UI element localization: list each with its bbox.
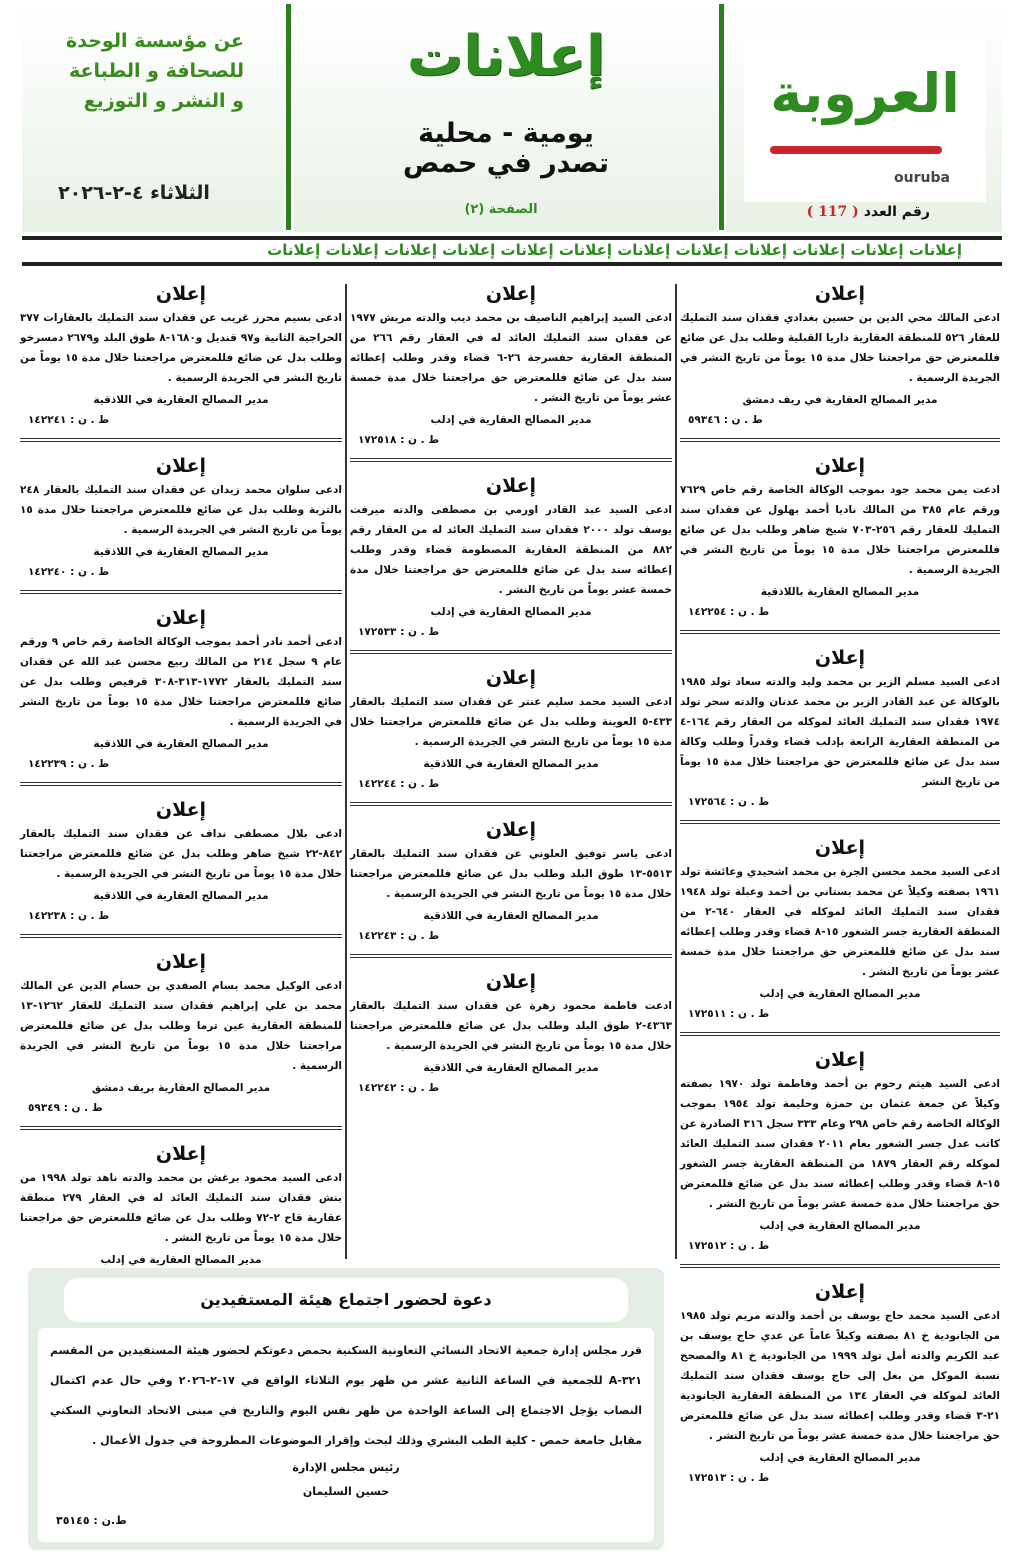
ad-separator	[20, 782, 342, 786]
ad-body: ادعى الوكيل محمد بسام الصفدي بن حسام الدين عن المالك محمد بن علي إبراهيم فقدان سند التمليك للعقار ١٢٦٢-١٣ للمنطقة العقارية عين ترما وطلب بدل عن ضائع فللمعترض مراجعتنا خلال مدة ١٥ يوماً من تاريخ النشر في الجريدة الرسمية .	[20, 980, 342, 1072]
ad-separator	[680, 1032, 1000, 1036]
ad-signature: مدير المصالح العقارية في اللاذقية	[423, 1062, 599, 1074]
ad-separator	[20, 1126, 342, 1130]
ad-reference: ط . ن : ١٤٢٢٤١	[28, 414, 110, 426]
classified-ad	[680, 1282, 1000, 1488]
ad-separator	[350, 802, 672, 806]
ad-body: ادعى ياسر توفيق العلوني عن فقدان سند التمليك بالعقار ٥٥١٣-١٣ طوق البلد وطلب بدل عن ضائع فللمعترض مراجعتنا خلال مدة ١٥ يوماً من تاريخ النشر في الجريدة الرسمية .	[350, 848, 672, 900]
ad-body: ادعى السيد محمد حاج يوسف بن أحمد والدته مريم تولد ١٩٨٥ من الجانودية خ ٨١ بصفته وكيلاً عاماً عن عدي حاج يوسف بن عبد الكريم والدته أمل تولد ١٩٩٩ من الجانودية خ ٨١ والمصحح نسبة الموكل من بغل إلى حاج يوسف فقدان سند التمليك العائد لموكله في العقار ١٣٤ من المنطقة العقارية الجانودية ٢١-٣ قضاء وقدر وطلب إعطائه سند بدل عن ضائع فللمعترض حق مراجعتنا خلال مدة خمسة عشر يوماً من تاريخ النشر .	[680, 1310, 1000, 1442]
ad-separator	[20, 590, 342, 594]
classified-ad	[20, 800, 342, 926]
ad-body: ادعى السيد محمود برغش بن محمد والدته ناهد تولد ١٩٩٨ من بنش فقدان سند التمليك العائد له في العقار ٢٧٩ منطقة عقارية قاح ٢-٧٢ وطلب بدل عن ضائع فللمعترض حق مراجعتنا خلال مدة ١٥ يوماً من تاريخ النشر .	[20, 1172, 342, 1244]
classified-ad	[350, 284, 672, 450]
classified-ad	[20, 608, 342, 774]
classified-ad	[20, 284, 342, 430]
ad-body: ادعى السيد إبراهيم الناصيف بن محمد ديب والدته مريش ١٩٧٧ عن فقدان سند التمليك العائد له في العقار رقم ٢٦٦ من المنطقة العقارية حفسرجة ٢٦-٦ قضاء وقدر وطلب إعطائه سند بدل عن ضائع فللمعترض حق مراجعتنا خلال مدة خمسة عشر يوماً من تاريخ النشر .	[350, 312, 672, 404]
classified-ad	[680, 284, 1000, 430]
ad-signature: مدير المصالح العقارية في اللاذقية	[423, 758, 599, 770]
ad-separator	[350, 458, 672, 462]
ad-heading: إعلان	[485, 475, 537, 497]
ad-heading: إعلان	[814, 1049, 866, 1071]
ad-signature: مدير المصالح العقارية في إدلب	[430, 606, 592, 618]
ad-heading: إعلان	[155, 1143, 207, 1165]
ads-column-right	[680, 282, 1000, 1494]
ad-reference: ط . ن : ٥٩٣٤٦	[688, 414, 763, 426]
masthead	[0, 0, 1020, 232]
ad-signature: مدير المصالح العقارية في اللاذقية	[423, 910, 599, 922]
ad-heading: إعلان	[814, 455, 866, 477]
invitation-signer-name: حسين السليمان	[302, 1485, 390, 1498]
ad-heading: إعلان	[155, 951, 207, 973]
column-divider	[345, 284, 347, 1259]
ad-body: ادعى السيد مسلم الزير بن محمد وليد والدته سعاد تولد ١٩٨٥ بالوكالة عن عبد القادر الزير بن محمد عدنان والدته سحر تولد ١٩٧٤ فقدان سند التمليك العائد لموكله من العقار رقم ١٦٤-٤ من المنطقة العقارية الرابعة بإدلب قضاء وقدراً وطلب وكالة سند بدل عن ضائع فللمعترض حق مراجعتنا خلال مدة ١٥ يوماً من تاريخ النشر	[680, 676, 1001, 788]
issue-label: رقم العدد	[863, 204, 930, 220]
issue-value: ( 117 )	[806, 204, 859, 220]
classified-ad	[680, 456, 1000, 622]
ad-reference: ط . ن : ١٤٢٢٤٤	[358, 778, 440, 790]
ad-heading: إعلان	[485, 667, 537, 689]
publisher-info	[38, 26, 244, 116]
ad-separator	[20, 438, 342, 442]
ad-body: ادعى السيد هيثم رحوم بن أحمد وفاطمة تولد ١٩٧٠ بصفته وكيلاً عن جمعة عثمان بن حمزة وحليمة تولد ١٩٥٤ بموجب الوكالة الخاصة رقم خاص ٢٩٨ وعام ٣٣٣ سجل ٣١٦ الصادرة عن كاتب عدل جسر الشغور بعام ٢٠١١ فقدان سند التمليك العائد لموكله رقم العقار ١٨٧٩ من المنطقة العقارية جسر الشغور ١٥-٨ قضاء وقدر وطلب إعطائه سند بدل عن ضائع فللمعترض حق مراجعتنا خلال مدة خمسة عشر يوماً من تاريخ النشر .	[680, 1078, 1000, 1210]
classified-ad	[680, 648, 1000, 812]
ad-signature: مدير المصالح العقارية في اللاذقية	[93, 546, 269, 558]
ad-signature: مدير المصالح العقارية في اللاذقية	[93, 394, 269, 406]
masthead-divider-left	[286, 4, 291, 230]
classified-ad	[350, 820, 672, 946]
ad-reference: ط . ن : ١٤٢٢٣٩	[28, 758, 110, 770]
ad-body: ادعى السيد محمد سليم عنتر عن فقدان سند التمليك بالعقار ٤٣٣-٥ العوينة وطلب بدل عن ضائع فللمعترض مراجعتنا خلال مدة ١٥ يوماً من تاريخ النشر في الجريدة الرسمية .	[350, 696, 672, 748]
meeting-invitation-box	[28, 1268, 664, 1550]
ad-signature: مدير المصالح العقارية بريف دمشق	[91, 1082, 271, 1094]
ad-reference: ط . ن : ٥٩٣٤٩	[28, 1102, 103, 1114]
ad-reference: ط . ن : ١٤٢٢٥٤	[688, 606, 770, 618]
ad-reference: ط . ن : ١٧٢٥١١	[688, 1008, 770, 1020]
ad-signature: مدير المصالح العقارية في إدلب	[759, 988, 921, 1000]
ad-reference: ط . ن : ١٧٢٥١٢	[688, 1240, 770, 1252]
ad-signature: مدير المصالح العقارية في إدلب	[430, 414, 592, 426]
ad-body: ادعى بلال مصطفى نداف عن فقدان سند التمليك بالعقار ٨٤٢-٢٢ شيخ ضاهر وطلب بدل عن ضائع فللمعترض مراجعتنا خلال مدة ١٥ يوماً من تاريخ النشر في الجريدة الرسمية .	[20, 828, 342, 880]
ad-separator	[680, 820, 1000, 824]
publisher-line-2: للصحافة و الطباعة	[69, 60, 244, 82]
section-banner	[22, 236, 1002, 266]
invitation-body	[38, 1328, 654, 1542]
ad-signature: مدير المصالح العقارية في ريف دمشق	[742, 394, 938, 406]
ad-heading: إعلان	[155, 607, 207, 629]
ad-reference: ط . ن : ١٤٢٢٤٢	[358, 1082, 440, 1094]
newspaper-logo	[744, 40, 986, 202]
classified-ad	[350, 668, 672, 794]
invitation-signer-title: رئيس مجلس الإدارة	[292, 1461, 400, 1474]
ad-reference: ط . ن : ١٤٢٢٤٠	[28, 566, 110, 578]
ad-signature: مدير المصالح العقارية في اللاذقية	[93, 890, 269, 902]
issue-number	[800, 204, 930, 220]
ad-heading: إعلان	[814, 837, 866, 859]
ads-column-middle	[350, 282, 672, 1104]
classified-ad	[680, 1050, 1000, 1256]
ad-reference: ط . ن : ١٧٢٥١٨	[358, 434, 440, 446]
ad-signature: مدير المصالح العقارية في إدلب	[759, 1220, 921, 1232]
section-title: إعلانات	[406, 24, 606, 89]
classified-ad	[350, 972, 672, 1098]
ad-body: ادعى أحمد نادر أحمد بموجب الوكالة الخاصة رقم خاص ٩ ورقم عام ٩ سجل ٢١٤ من المالك ربيع محسن عبد الله عن فقدان سند التمليك بالعقار ١٧٧٢-٣١٣-٣٠٨ قرفيص وطلب بدل عن ضائع فللمعترض مراجعتنا خلال مدة ١٥ يوماً من تاريخ النشر في الجريدة الرسمية .	[20, 636, 342, 728]
subtitle-frequency: يومية - محلية	[418, 118, 594, 149]
ad-heading: إعلان	[814, 1281, 866, 1303]
ad-heading: إعلان	[155, 455, 207, 477]
ad-heading: إعلان	[155, 799, 207, 821]
invitation-text: قرر مجلس إدارة جمعية الاتحاد النسائي التعاونية السكنية بحمص دعوتكم لحضور هيئة المستفيدين من المقسم ٣٢١-A للجمعية في الساعة الثانية عشر من ظهر يوم الثلاثاء الواقع في ١٧-٢-٢٠٢٦ وفي حال عدم اكتمال النصاب يؤجل الاجتماع إلى الساعة الواحدة من ظهر نفس اليوم والتاريخ في مبنى الاتحاد التعاوني السكني مقابل جامعة حمص - كلية الطب البشري وذلك لبحث وإقرار الموضوعات المطروحة في جدول الأعمال .	[50, 1344, 642, 1447]
ad-signature: مدير المصالح العقارية في إدلب	[100, 1254, 262, 1266]
classified-ad	[680, 838, 1000, 1024]
ad-body: ادعى المالك محي الدين بن حسين بغدادي فقدان سند التمليك للعقار ٥٢٦ للمنطقة العقارية داريا القبلية وطلب بدل عن ضائع فللمعترض حق مراجعتنا خلال مدة ١٥ يوماً من تاريخ النشر في الجريدة الرسمية .	[680, 312, 1000, 384]
ad-heading: إعلان	[155, 283, 207, 305]
ad-body: ادعت يمن محمد جود بموجب الوكالة الخاصة رقم خاص ٧٦٢٩ ورقم عام ٣٨٥ من المالك ناديا أحمد بهلول عن فقدان سند التمليك للعقار رقم ٢٥٦-٧٠٣ شيخ ضاهر وطلب بدل عن ضائع فللمعترض مراجعتنا خلال مدة ١٥ يوماً من تاريخ النشر في الجريدة الرسمية .	[680, 484, 1000, 576]
ad-reference: ط . ن : ١٧٢٥٦٤	[688, 796, 770, 808]
ad-body: ادعى سلوان محمد زيدان عن فقدان سند التمليك بالعقار ٢٤٨ بالتربة وطلب بدل عن ضائع فللمعترض مراجعتنا خلال مدة ١٥ يوماً من تاريخ النشر في الجريدة الرسمية .	[20, 484, 342, 536]
ad-body: ادعى بسيم محرز غريب عن فقدان سند التمليك بالعقارات ٣٧٧ الحراجية الثانية و٩٧ قنديل و١٦٨٠-٨ طوق البلد و٢٦٧٩ دمسرخو وطلب بدل عن ضائع فللمعترض مراجعتنا خلال مدة ١٥ يوماً من تاريخ النشر في الجريدة الرسمية .	[20, 312, 342, 384]
publisher-line-1: عن مؤسسة الوحدة	[66, 30, 244, 52]
ad-separator	[680, 630, 1000, 634]
ad-separator	[350, 650, 672, 654]
invitation-reference: ط.ن : ٣٥١٤٥	[56, 1514, 127, 1527]
ad-signature: مدير المصالح العقارية باللاذقية	[760, 586, 920, 598]
ads-column-left	[20, 282, 342, 1296]
ad-separator	[20, 934, 342, 938]
classified-ad	[20, 952, 342, 1118]
ad-heading: إعلان	[485, 819, 537, 841]
ad-heading: إعلان	[814, 283, 866, 305]
ad-signature: مدير المصالح العقارية في اللاذقية	[93, 738, 269, 750]
ad-body: ادعى السيد عبد القادر اورمي بن مصطفى والدته ميرفت يوسف تولد ٢٠٠٠ فقدان سند التمليك العائد له من العقار رقم ٨٨٢ من المنطقة العقارية المصطومة قضاء وقدر وطلب إعطائه سند بدل عن ضائع فللمعترض حق مراجعتنا خلال مدة خمسة عشر يوماً من تاريخ النشر .	[350, 504, 673, 596]
ad-separator	[680, 438, 1000, 442]
ad-body: ادعت فاطمة محمود زهرة عن فقدان سند التمليك بالعقار ٤٣٦٣-٢ طوق البلد وطلب بدل عن ضائع فللمعترض مراجعتنا خلال مدة ١٥ يوماً من تاريخ النشر في الجريدة الرسمية .	[350, 1000, 672, 1052]
ad-separator	[350, 954, 672, 958]
ad-reference: ط . ن : ١٧٢٥٣٣	[358, 626, 440, 638]
issue-date: الثلاثاء ٤-٢-٢٠٢٦	[58, 182, 210, 204]
masthead-divider-right	[719, 4, 724, 230]
subtitle-location: تصدر في حمص	[402, 148, 610, 179]
invitation-title: دعوة لحضور اجتماع هيئة المستفيدين	[64, 1278, 628, 1322]
logo-red-stripe	[770, 146, 942, 154]
logo-arabic-text: العروبة	[770, 62, 960, 125]
publisher-line-3: و النشر و التوزيع	[83, 90, 244, 112]
ad-reference: ط . ن : ١٧٢٥١٣	[688, 1472, 770, 1484]
ad-signature: مدير المصالح العقارية في إدلب	[759, 1452, 921, 1464]
section-banner-text: إعلانات إعلانات إعلانات إعلانات إعلانات إعلانات إعلانات إعلانات إعلانات إعلانات إعلانات إعلانات	[267, 241, 962, 259]
column-divider	[675, 284, 677, 1259]
ad-body: ادعى السيد محمد محسن الجرة بن محمد اشحيدي وعائشة تولد ١٩٦١ بصفته وكيلاً عن محمد بستاني بن أحمد وعبلة تولد ١٩٤٨ فقدان سند التمليك العائد لموكله في العقار ٦٤٠-٢ من المنطقة العقارية جسر الشغور ١٥-٨ قضاء وقدر وطلب إعطائه سند بدل عن ضائع فللمعترض حق مراجعتنا خلال مدة خمسة عشر يوماً من تاريخ النشر .	[680, 866, 1001, 978]
ad-reference: ط . ن : ١٤٢٢٣٨	[28, 910, 110, 922]
ad-heading: إعلان	[485, 283, 537, 305]
classified-ad	[20, 456, 342, 582]
ad-reference: ط . ن : ١٤٢٢٤٣	[358, 930, 440, 942]
ad-separator	[680, 1264, 1000, 1268]
page-number: الصفحة (٢)	[464, 202, 538, 217]
ad-heading: إعلان	[485, 971, 537, 993]
ad-heading: إعلان	[814, 647, 866, 669]
classified-ad	[350, 476, 672, 642]
logo-latin-text: ouruba	[894, 170, 950, 186]
